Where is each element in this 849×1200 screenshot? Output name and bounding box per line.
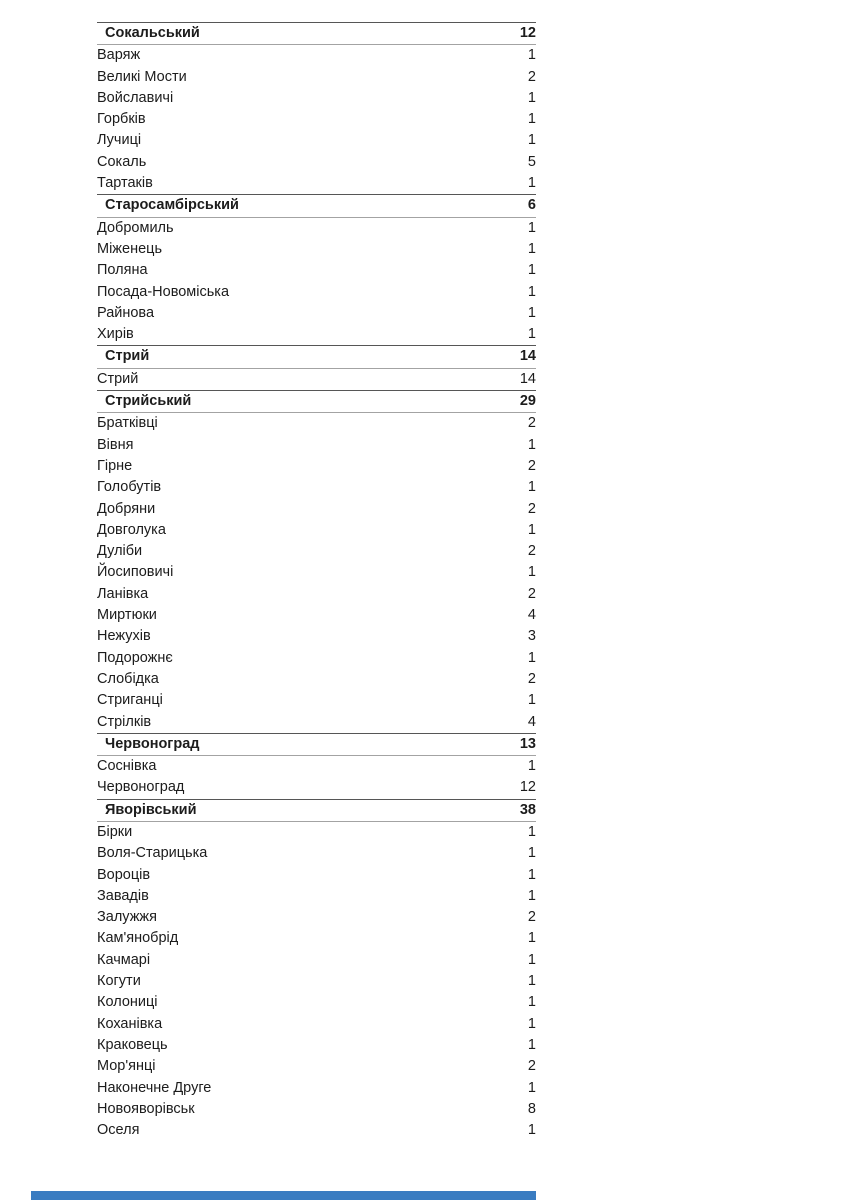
settlement-row: [97, 950, 536, 971]
settlement-name: Братківці: [97, 415, 158, 432]
settlement-count: 2: [527, 585, 536, 602]
settlement-count: 1: [527, 649, 536, 666]
settlement-row: [97, 992, 536, 1013]
settlement-row: [97, 109, 536, 130]
settlement-name: Войславичі: [97, 89, 174, 106]
settlement-name: Нежухів: [97, 628, 151, 645]
settlement-row: [97, 260, 536, 281]
settlement-row: [97, 520, 536, 541]
settlement-row: [97, 712, 536, 734]
settlement-name: Стриганці: [97, 692, 163, 709]
settlement-count: 1: [527, 326, 536, 343]
settlement-count: 1: [527, 175, 536, 192]
settlement-count: 12: [519, 779, 536, 796]
settlement-row: [97, 1099, 536, 1120]
settlement-row: [97, 626, 536, 647]
settlement-count: 1: [527, 692, 536, 709]
settlement-count: 2: [527, 500, 536, 517]
settlement-name: Голобутів: [97, 479, 162, 496]
settlement-row: [97, 67, 536, 88]
settlement-name: Горбків: [97, 111, 146, 128]
district-name: Старосамбірський: [97, 195, 466, 217]
settlement-name: Колониці: [97, 994, 158, 1011]
settlement-row: [97, 865, 536, 886]
settlement-name: Тартаків: [97, 175, 153, 192]
settlements-table: [97, 22, 536, 1141]
settlement-row: [97, 648, 536, 669]
district-name: Сокальський: [97, 23, 466, 45]
settlement-name: Краковець: [97, 1036, 168, 1053]
settlement-name: Оселя: [97, 1122, 140, 1139]
settlement-name: Наконечне Друге: [97, 1079, 212, 1096]
settlement-count: 1: [527, 930, 536, 947]
settlement-name: Варяж: [97, 47, 141, 64]
district-name: Яворівський: [97, 799, 466, 821]
settlement-count: 1: [527, 111, 536, 128]
settlement-name: Міженець: [97, 240, 162, 257]
settlement-count: 1: [527, 479, 536, 496]
settlement-name: Новояворівськ: [97, 1100, 195, 1117]
settlement-count: 2: [527, 543, 536, 560]
settlement-row: [97, 1035, 536, 1056]
settlement-name: Великі Мости: [97, 68, 187, 85]
settlements-table-body: [97, 23, 536, 1142]
settlement-row: [97, 477, 536, 498]
settlement-row: [97, 777, 536, 799]
district-total: 6: [466, 195, 536, 217]
district-total: 14: [466, 346, 536, 368]
settlement-count: 1: [527, 951, 536, 968]
settlement-row: [97, 1120, 536, 1141]
settlement-row: [97, 971, 536, 992]
settlement-count: 4: [527, 713, 536, 730]
settlement-row: [97, 324, 536, 346]
settlement-name: Лучиці: [97, 132, 142, 149]
settlement-name: Вороців: [97, 866, 151, 883]
settlement-count: 14: [519, 370, 536, 387]
settlement-row: [97, 690, 536, 711]
settlement-name: Посада-Новоміська: [97, 283, 230, 300]
settlement-name: Миртюки: [97, 607, 157, 624]
settlement-name: Вівня: [97, 436, 134, 453]
settlement-count: 1: [527, 994, 536, 1011]
settlement-name: Поляна: [97, 262, 148, 279]
settlement-row: [97, 173, 536, 195]
settlement-count: 1: [527, 262, 536, 279]
district-total: 29: [466, 391, 536, 413]
district-row: [97, 391, 536, 413]
settlement-count: 1: [527, 973, 536, 990]
settlement-name: Мор'янці: [97, 1058, 156, 1075]
district-total: 12: [466, 23, 536, 45]
settlement-name: Добряни: [97, 500, 156, 517]
district-row: [97, 346, 536, 368]
settlement-count: 1: [527, 240, 536, 257]
settlement-row: [97, 435, 536, 456]
district-total: 38: [466, 799, 536, 821]
settlement-name: Залужжя: [97, 909, 157, 926]
settlement-name: Ланівка: [97, 585, 149, 602]
settlement-count: 1: [527, 887, 536, 904]
settlement-count: 2: [527, 457, 536, 474]
settlement-count: 1: [527, 283, 536, 300]
settlement-row: [97, 1056, 536, 1077]
settlement-count: 1: [527, 1079, 536, 1096]
settlement-row: [97, 217, 536, 239]
settlement-count: 3: [527, 628, 536, 645]
settlement-name: Завадів: [97, 887, 149, 904]
settlement-row: [97, 541, 536, 562]
settlement-row: [97, 368, 536, 390]
settlement-name: Качмарі: [97, 951, 151, 968]
settlement-row: [97, 821, 536, 843]
settlement-name: Когути: [97, 973, 141, 990]
settlement-count: 1: [527, 823, 536, 840]
settlement-row: [97, 456, 536, 477]
settlement-name: Бірки: [97, 823, 133, 840]
settlement-count: 8: [527, 1100, 536, 1117]
settlement-count: 1: [527, 521, 536, 538]
district-row: [97, 195, 536, 217]
settlement-name: Довголука: [97, 521, 166, 538]
settlement-count: 1: [527, 132, 536, 149]
settlement-count: 5: [527, 153, 536, 170]
settlement-row: [97, 886, 536, 907]
settlement-row: [97, 907, 536, 928]
settlement-count: 2: [527, 909, 536, 926]
settlement-count: 1: [527, 845, 536, 862]
settlement-name: Кам'янобрід: [97, 930, 179, 947]
district-name: Червоноград: [97, 733, 466, 755]
settlement-count: 2: [527, 1058, 536, 1075]
settlement-name: Стрілків: [97, 713, 152, 730]
settlement-row: [97, 1014, 536, 1035]
settlement-row: [97, 130, 536, 151]
settlement-count: 2: [527, 415, 536, 432]
settlement-row: [97, 303, 536, 324]
settlement-name: Стрий: [97, 370, 139, 387]
settlement-name: Йосиповичі: [97, 564, 174, 581]
settlement-row: [97, 499, 536, 520]
settlement-row: [97, 88, 536, 109]
settlement-row: [97, 282, 536, 303]
settlement-name: Хирів: [97, 326, 134, 343]
district-row: [97, 799, 536, 821]
settlement-count: 1: [527, 304, 536, 321]
settlement-row: [97, 1078, 536, 1099]
district-row: [97, 733, 536, 755]
district-name: Стрий: [97, 346, 466, 368]
settlement-row: [97, 239, 536, 260]
settlement-row: [97, 669, 536, 690]
settlement-name: Дуліби: [97, 543, 143, 560]
settlement-name: Райнова: [97, 304, 155, 321]
settlement-count: 1: [527, 1015, 536, 1032]
settlement-count: 2: [527, 670, 536, 687]
settlement-row: [97, 45, 536, 67]
settlement-name: Червоноград: [97, 779, 185, 796]
settlement-name: Коханівка: [97, 1015, 163, 1032]
settlement-count: 1: [527, 436, 536, 453]
settlement-count: 1: [527, 1122, 536, 1139]
settlement-name: Слобідка: [97, 670, 159, 687]
settlement-row: [97, 605, 536, 626]
settlement-count: 1: [527, 47, 536, 64]
settlement-count: 4: [527, 607, 536, 624]
next-table-header-partial-bar: [31, 1191, 536, 1200]
district-total: 13: [466, 733, 536, 755]
settlement-count: 1: [527, 1036, 536, 1053]
settlement-name: Соснівка: [97, 758, 157, 775]
settlement-row: [97, 152, 536, 173]
settlement-count: 1: [527, 564, 536, 581]
settlement-count: 1: [527, 758, 536, 775]
district-row: [97, 23, 536, 45]
settlement-name: Подорожнє: [97, 649, 173, 666]
settlement-count: 1: [527, 866, 536, 883]
settlement-row: [97, 843, 536, 864]
settlement-row: [97, 584, 536, 605]
settlement-row: [97, 928, 536, 949]
settlement-row: [97, 562, 536, 583]
settlement-row: [97, 756, 536, 778]
settlement-name: Сокаль: [97, 153, 147, 170]
district-name: Стрийський: [97, 391, 466, 413]
settlement-count: 1: [527, 89, 536, 106]
settlement-name: Добромиль: [97, 219, 174, 236]
settlement-row: [97, 413, 536, 435]
settlement-name: Воля-Старицька: [97, 845, 208, 862]
settlement-count: 1: [527, 219, 536, 236]
settlement-count: 2: [527, 68, 536, 85]
settlement-name: Гірне: [97, 457, 133, 474]
